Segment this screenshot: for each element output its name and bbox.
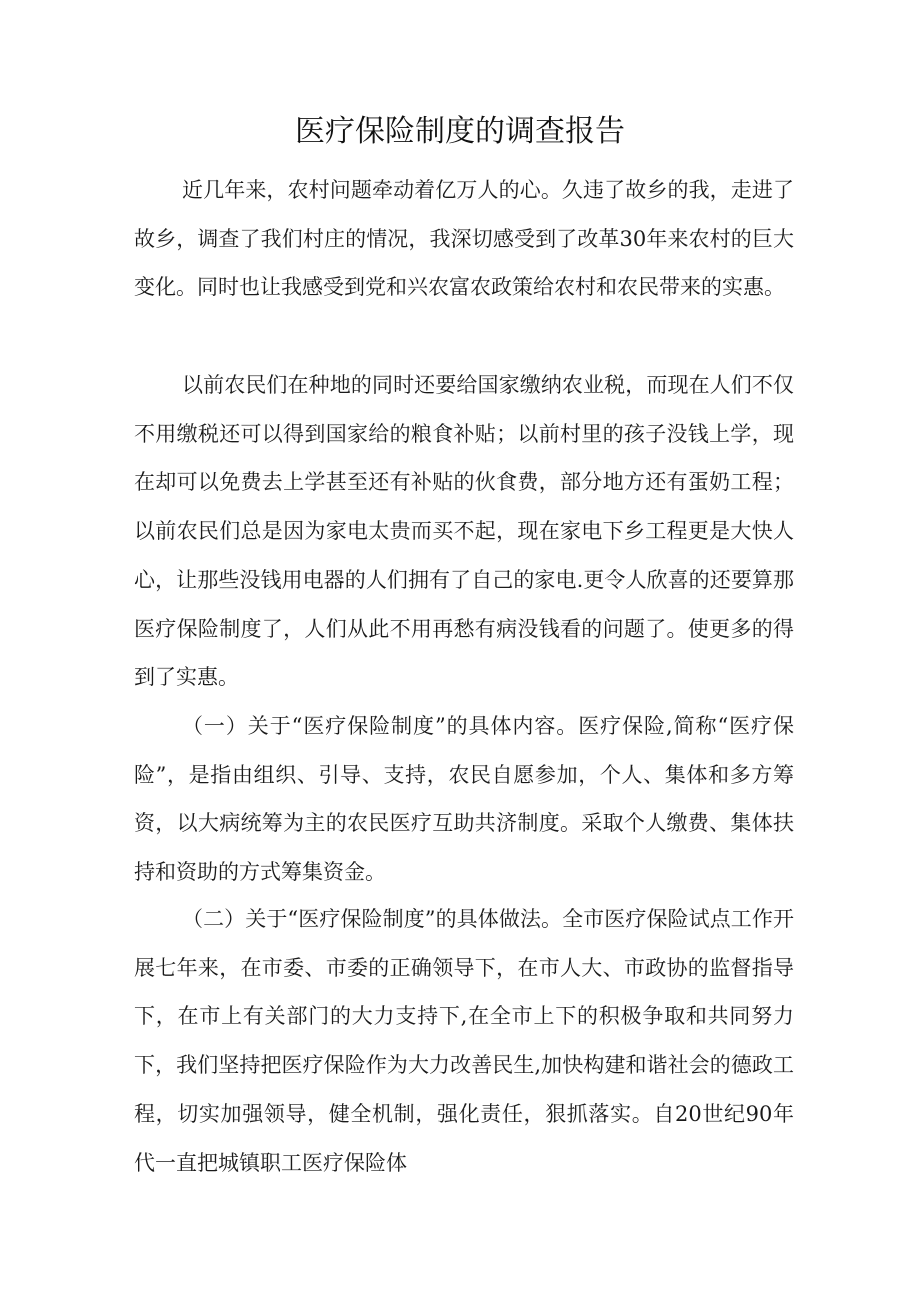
paragraph-changes: 以前农民们在种地的同时还要给国家缴纳农业税，而现在人们不仅不用缴税还可以得到国家给的粮食补贴；以前村里的孩子没钱上学，现在却可以免费去上学甚至还有补贴的伙食费，部分地方还有蛋奶工程；以前农民们总是因为家电太贵而买不起，现在家电下乡工程更是大快人心，让那些没钱用电器的人们拥有了自己的家电.更令人欣喜的还要算那医疗保险制度了，人们从此不用再愁有病没钱看的问题了。使更多的得到了实惠。 (134, 373, 794, 690)
paragraph-section-one: （一）关于“医疗保险制度”的具体内容。医疗保险,简称“医疗保险”，是指由组织、引导、支持，农民自愿参加，个人、集体和多方筹资，以大病统筹为主的农民医疗互助共济制度。采取个人缴费、集体扶持和资助的方式筹集资金。 (134, 714, 794, 885)
document-title: 医疗保险制度的调查报告 (295, 114, 625, 149)
paragraph-intro: 近几年来，农村问题牵动着亿万人的心。久违了故乡的我，走进了故乡，调查了我们村庄的情况，我深切感受到了改革30年来农村的巨大变化。同时也让我感受到党和兴农富农政策给农村和农民带来的实惠。 (134, 178, 794, 300)
paragraph-section-two: （二）关于“医疗保险制度”的具体做法。全市医疗保险试点工作开展七年来，在市委、市委的正确领导下，在市人大、市政协的监督指导下，在市上有关部门的大力支持下,在全市上下的积极争取和共同努力下，我们坚持把医疗保险作为大力改善民生,加快构建和谐社会的德政工程，切实加强领导，健全机制，强化责任，狠抓落实。自20世纪90年代一直把城镇职工医疗保险体 (134, 907, 794, 1175)
